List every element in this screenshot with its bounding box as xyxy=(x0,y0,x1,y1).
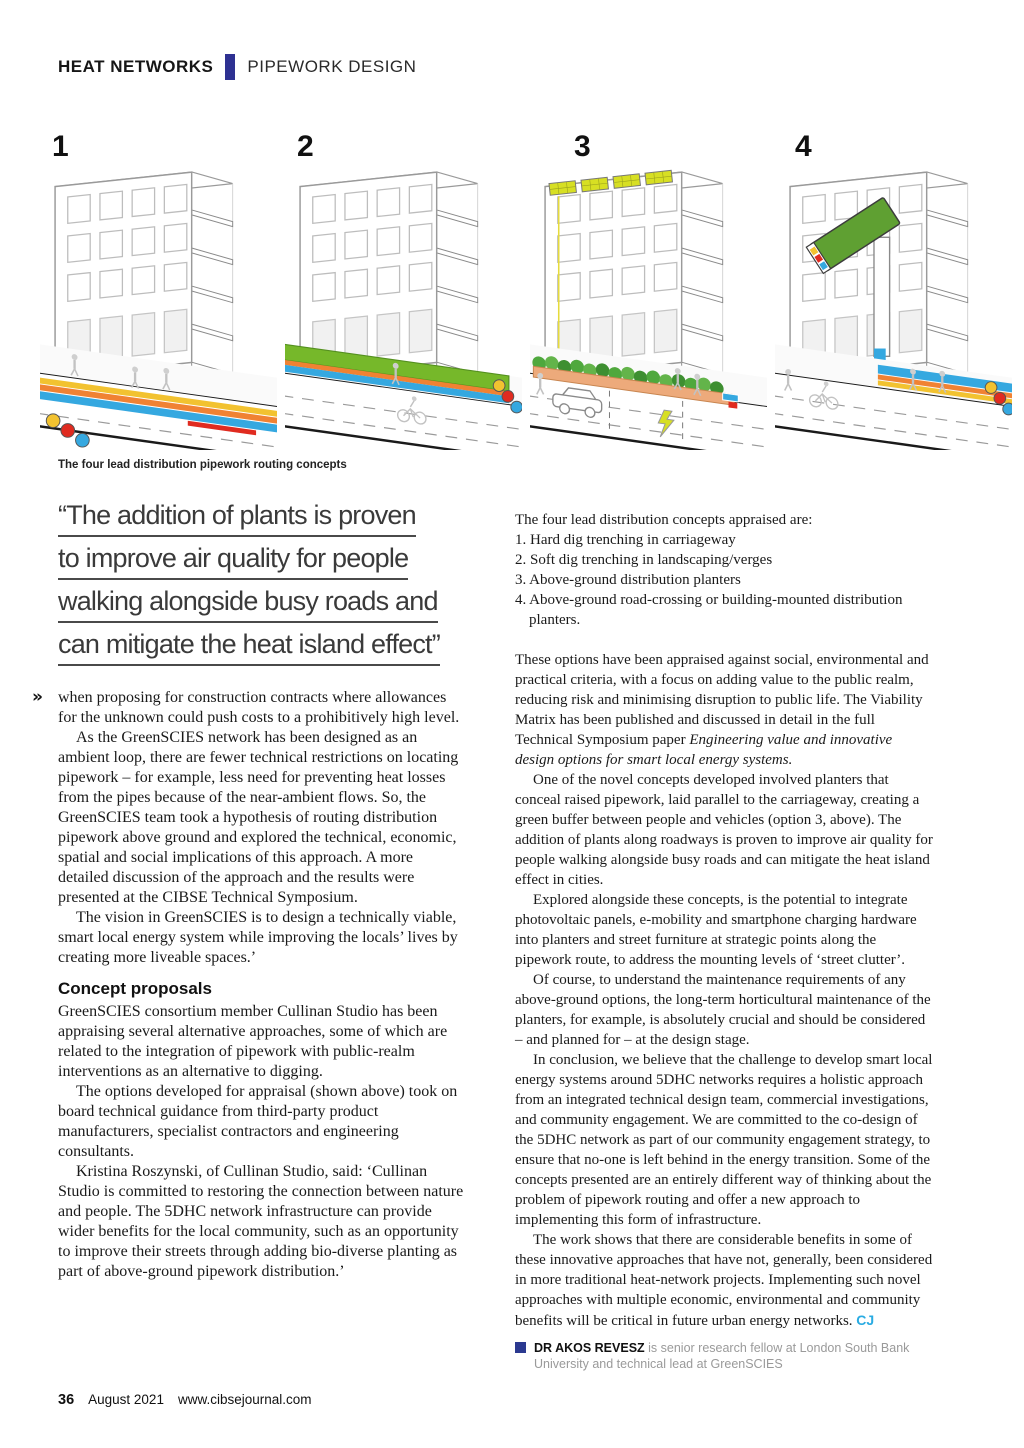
paragraph-text: when proposing for construction contracts where allowances for the unknown could push costs to a prohibitively high level. xyxy=(58,689,460,726)
byline-square-icon xyxy=(515,1342,526,1353)
body-paragraph: The options developed for appraisal (shown above) took on board technical guidance from third-party product manufacturers, specialist contractors and engineering consultants. xyxy=(58,1083,458,1160)
pull-quote-line: “The addition of plants is proven xyxy=(58,500,416,537)
figure-panel-2 xyxy=(285,128,522,452)
figure-number: 1 xyxy=(52,130,69,163)
figure-number: 3 xyxy=(574,130,591,163)
continuation-marker: » xyxy=(32,687,43,707)
author-name: DR AKOS REVESZ xyxy=(534,1341,645,1355)
concept-list-item: 2. Soft dig trenching in landscaping/verges xyxy=(515,552,773,568)
page-number: 36 xyxy=(58,1392,75,1408)
building-illustration xyxy=(55,172,233,379)
body-paragraph xyxy=(515,1230,933,1331)
pull-quote-line: can mitigate the heat island effect” xyxy=(58,629,440,666)
author-description: is senior research fellow at London South Bank University and technical lead at GreenSCIES xyxy=(534,1341,910,1371)
concept-4-illustration xyxy=(775,128,1012,450)
body-paragraph: Of course, to understand the maintenance requirements of any above-ground options, the long-term horticultural maintenance of the planters, for example, is absolutely crucial and should be considered – and planned for – at the design stage. xyxy=(515,972,931,1048)
body-paragraph: The vision in GreenSCIES is to design a technically viable, smart local energy system while improving the locals’ lives by creating more liveable spaces.’ xyxy=(58,909,458,966)
body-paragraph: GreenSCIES consortium member Cullinan Studio has been appraising several alternative approaches, some of which are related to the integration of pipework with public-realm interventions as an alternative to digging. xyxy=(58,1003,448,1080)
journal-website: www.cibsejournal.com xyxy=(177,1392,312,1407)
concept-list-item: 3. Above-ground distribution planters xyxy=(515,572,741,588)
byline-text xyxy=(534,1340,933,1372)
building-illustration xyxy=(300,172,478,379)
left-column xyxy=(32,687,466,1282)
body-paragraph: As the GreenSCIES network has been designed as an ambient loop, there are fewer technical restrictions on locating pipework – for example, less need for preventing heat losses from the pipes because of the near-ambient flows. So, the GreenSCIES team took a hypothesis of routing distribution pipework above ground and explored the technical, economic, spatial and social implications of this approach. A more detailed discussion of the approach and the results were presented at the CIBSE Technical Symposium. xyxy=(58,729,459,906)
pull-quote-line: to improve air quality for people xyxy=(58,543,408,580)
body-paragraph xyxy=(32,687,466,728)
figure-number: 4 xyxy=(795,130,812,163)
body-paragraph: Explored alongside these concepts, is the potential to integrate photovoltaic panels, e-mobility and smartphone charging hardware into planters and street furniture at strategic points along the pipework route, to address the mounting levels of ‘street clutter’. xyxy=(515,892,917,968)
page-footer xyxy=(58,1392,312,1408)
planter-support-column xyxy=(874,237,890,356)
page-header xyxy=(58,54,416,80)
concept-list-intro: The four lead distribution concepts appraised are: xyxy=(515,512,813,528)
concept-list-item: 4. Above-ground road-crossing or building-mounted distribution planters. xyxy=(515,592,903,628)
concept-2-illustration xyxy=(285,128,522,450)
concept-3-illustration xyxy=(530,128,767,450)
cj-end-mark: CJ xyxy=(856,1312,875,1328)
right-column xyxy=(515,510,933,1372)
figure-strip xyxy=(40,128,990,452)
issue-date: August 2021 xyxy=(88,1392,164,1407)
figure-panel-1 xyxy=(40,128,277,452)
pull-quote xyxy=(58,500,488,672)
body-paragraph xyxy=(515,650,933,770)
concept-1-illustration xyxy=(40,128,277,450)
author-byline xyxy=(515,1340,933,1372)
paragraph-text: These options have been appraised against social, environmental and practical criteria, with a focus on adding value to the public realm, reducing risk and minimising disruption to public life. The Viability Matrix has been published and discussed in detail in the full Technical Symposium paper xyxy=(515,652,929,748)
body-paragraph: One of the novel concepts developed involved planters that conceal raised pipework, laid parallel to the carriageway, creating a green buffer between people and vehicles (option 3, above). The addition of plants along roadways is proven to improve air quality for people walking alongside busy roads and can mitigate the heat island effect in cities. xyxy=(515,772,933,888)
figure-panel-4 xyxy=(775,128,1012,452)
building-illustration xyxy=(545,172,723,379)
paper-title-italic: Engineering value and innovative design options for smart local energy systems. xyxy=(515,732,893,768)
pull-quote-line: walking alongside busy roads and xyxy=(58,586,438,623)
section-heading: Concept proposals xyxy=(58,979,212,998)
paragraph-text: The work shows that there are considerable benefits in some of these innovative approaches that have not, generally, been considered in more traditional heat-network projects. Implementing such novel approaches with multiple economic, environmental and community benefits will be critical in future urban energy networks. xyxy=(515,1232,933,1329)
section-label: HEAT NETWORKS xyxy=(58,57,214,76)
concept-list xyxy=(515,510,933,630)
body-paragraph: Kristina Roszynski, of Cullinan Studio, said: ‘Cullinan Studio is committed to restoring the connection between nature and people. The 5DHC network infrastructure can provide wider benefits for the local community, such as an opportunity to improve their streets through adding bio-diverse planting as part of above-ground pipework distribution.’ xyxy=(58,1163,464,1280)
figure-panel-3 xyxy=(530,128,767,452)
body-paragraph: In conclusion, we believe that the challenge to develop smart local energy systems around 5DHC networks requires a holistic approach from an integrated technical design team, commercial investigations, and community engagement. We are committed to the co-design of the 5DHC network as part of our community engagement strategy, to ensure that no-one is left behind in the energy transition. Some of the concepts presented are an entirely different way of thinking about the problem of pipework routing and offer a new approach to implementing this form of infrastructure. xyxy=(515,1052,933,1228)
figure-caption: The four lead distribution pipework routing concepts xyxy=(58,459,347,471)
header-divider-bar xyxy=(225,54,235,80)
concept-list-item: 1. Hard dig trenching in carriageway xyxy=(515,532,736,548)
figure-number: 2 xyxy=(297,130,314,163)
topic-label: PIPEWORK DESIGN xyxy=(247,57,417,76)
